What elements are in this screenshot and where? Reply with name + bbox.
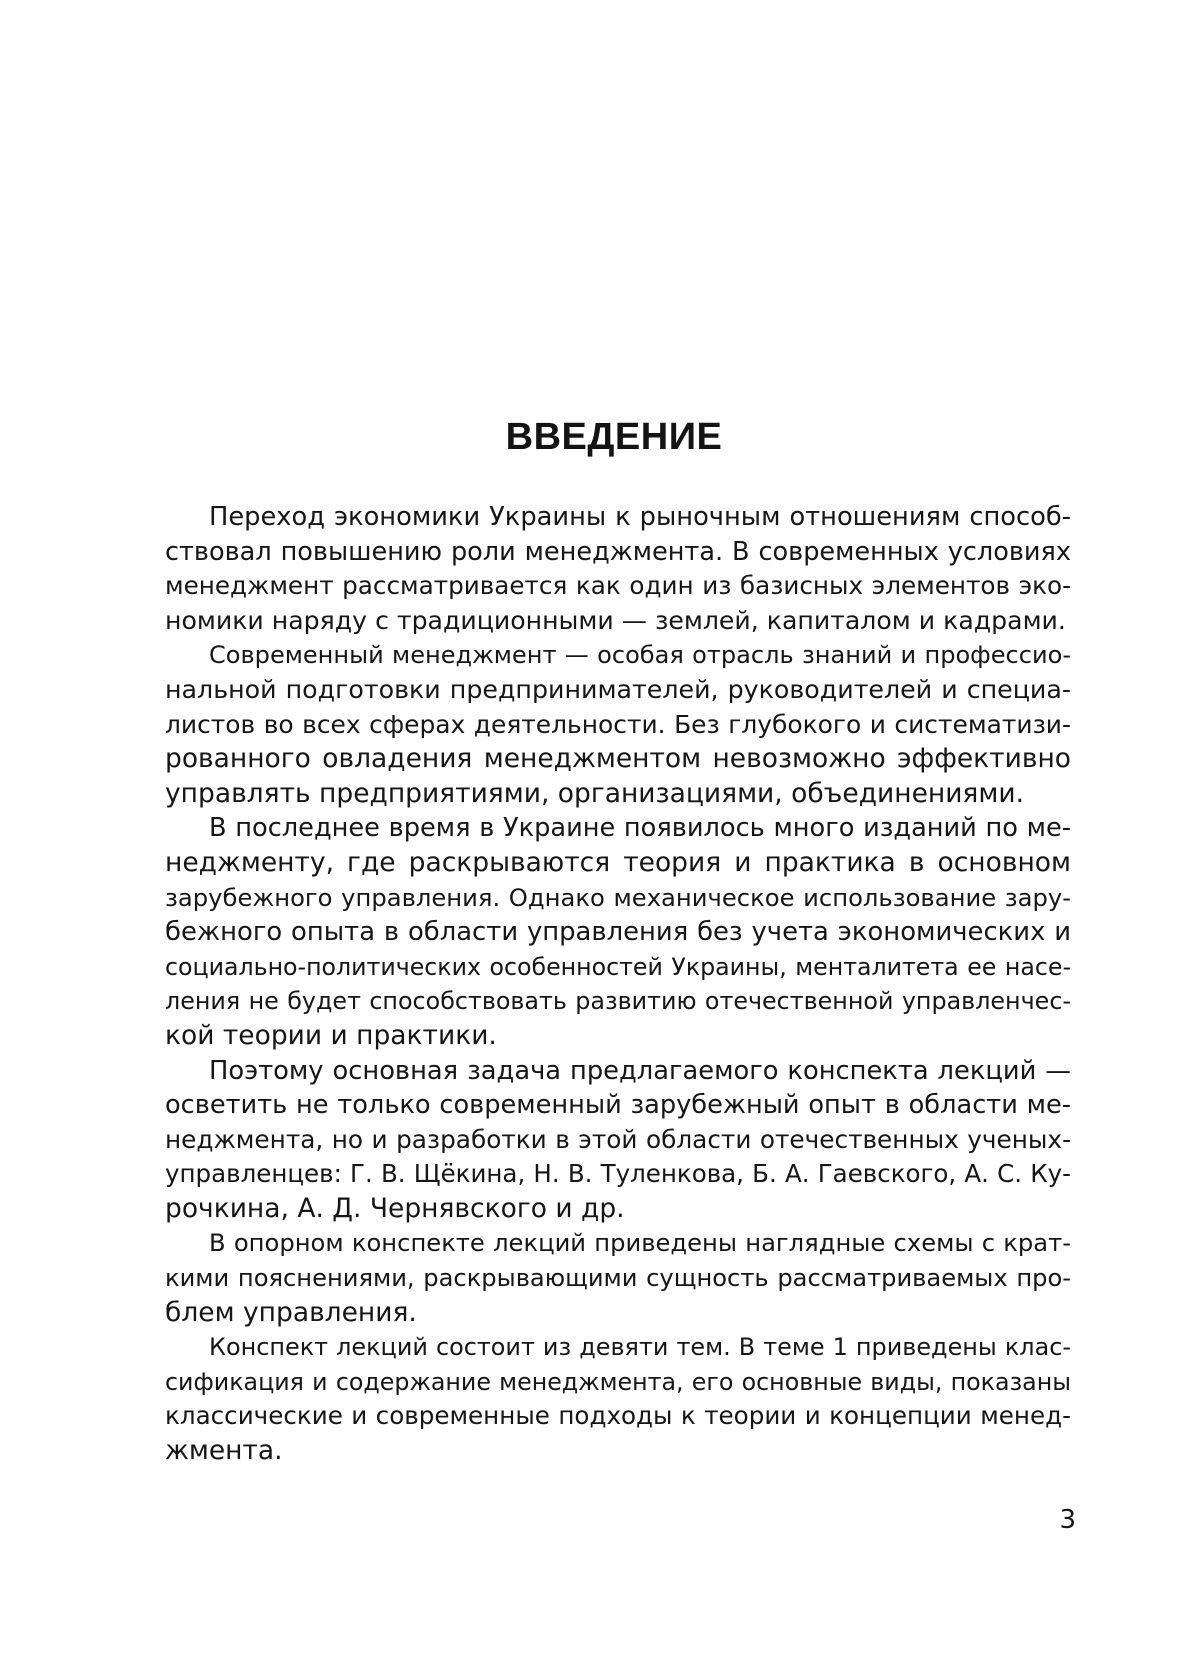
text-line: неджменту, где раскрываются теория и практика в основном	[165, 846, 1071, 878]
text-line: листов во всех сферах деятельности. Без глубокого и систематизи-	[165, 709, 1071, 739]
text-line: бежного опыта в области управления без учета экономических и	[165, 917, 1071, 948]
paragraph-1	[165, 500, 1071, 638]
text-line: В опорном конспекте лекций приведены наглядные схемы с крат-	[209, 1229, 1071, 1258]
text-line: классические и современные подходы к теории и концепции менед-	[165, 1401, 1071, 1431]
text-line: В последнее время в Украине появилось много изданий по ме-	[209, 813, 1071, 844]
text-line: осветить не только современный зарубежный опыт в области ме-	[165, 1090, 1071, 1121]
paragraph-3	[165, 811, 1071, 1053]
text-line: социально-политических особенностей Украины, менталитета ее насе-	[165, 952, 1071, 981]
paragraph-4	[165, 1054, 1071, 1227]
text-line: нальной подготовки предпринимателей, руководителей и специа-	[165, 674, 1071, 704]
page-title: ВВЕДЕНИЕ	[505, 416, 723, 458]
text-line: зарубежного управления. Однако механическое использование зару-	[165, 882, 1071, 912]
text-line: Современный менеджмент — особая отрасль знаний и профессио-	[209, 641, 1071, 670]
text-line: рочкина, А. Д. Чернявского и др.	[165, 1192, 625, 1224]
text-line: ления не будет способствовать развитию отечественной управленчес-	[165, 987, 1071, 1016]
text-line: сификация и содержание менеджмента, его основные виды, показаны	[165, 1367, 1071, 1396]
text-line: неджмента, но и разработки в этой области отечественных ученых-	[165, 1124, 1071, 1154]
paragraph-6	[165, 1330, 1071, 1468]
text-line: Конспект лекций состоит из девяти тем. В теме 1 приведены клас-	[209, 1333, 1071, 1362]
text-line: жмента.	[165, 1435, 283, 1467]
text-line: рованного овладения менеджментом невозможно эффективно	[165, 743, 1071, 775]
text-line: кими пояснениями, раскрывающими сущность рассматриваемых про-	[165, 1264, 1071, 1293]
body-text	[165, 500, 1071, 1469]
text-line: Переход экономики Украины к рыночным отношениям способ-	[209, 502, 1071, 532]
text-line: управленцев: Г. В. Щёкина, Н. В. Туленкова, Б. А. Гаевского, А. С. Ку-	[165, 1159, 1071, 1189]
text-line: блем управления.	[165, 1296, 417, 1328]
text-line: номики наряду с традиционными — землей, капиталом и кадрами.	[165, 605, 1066, 635]
text-line: менеджмент рассматривается как один из базисных элементов эко-	[165, 571, 1071, 601]
paragraph-2	[165, 638, 1071, 811]
text-line: ствовал повышению роли менеджмента. В современных условиях	[165, 536, 1071, 567]
paragraph-5	[165, 1226, 1071, 1330]
text-line: управлять предприятиями, организациями, объединениями.	[165, 777, 1025, 809]
text-line: кой теории и практики.	[165, 1019, 497, 1051]
text-line: Поэтому основная задача предлагаемого конспекта лекций —	[209, 1055, 1071, 1086]
page-number: 3	[1059, 1505, 1076, 1535]
